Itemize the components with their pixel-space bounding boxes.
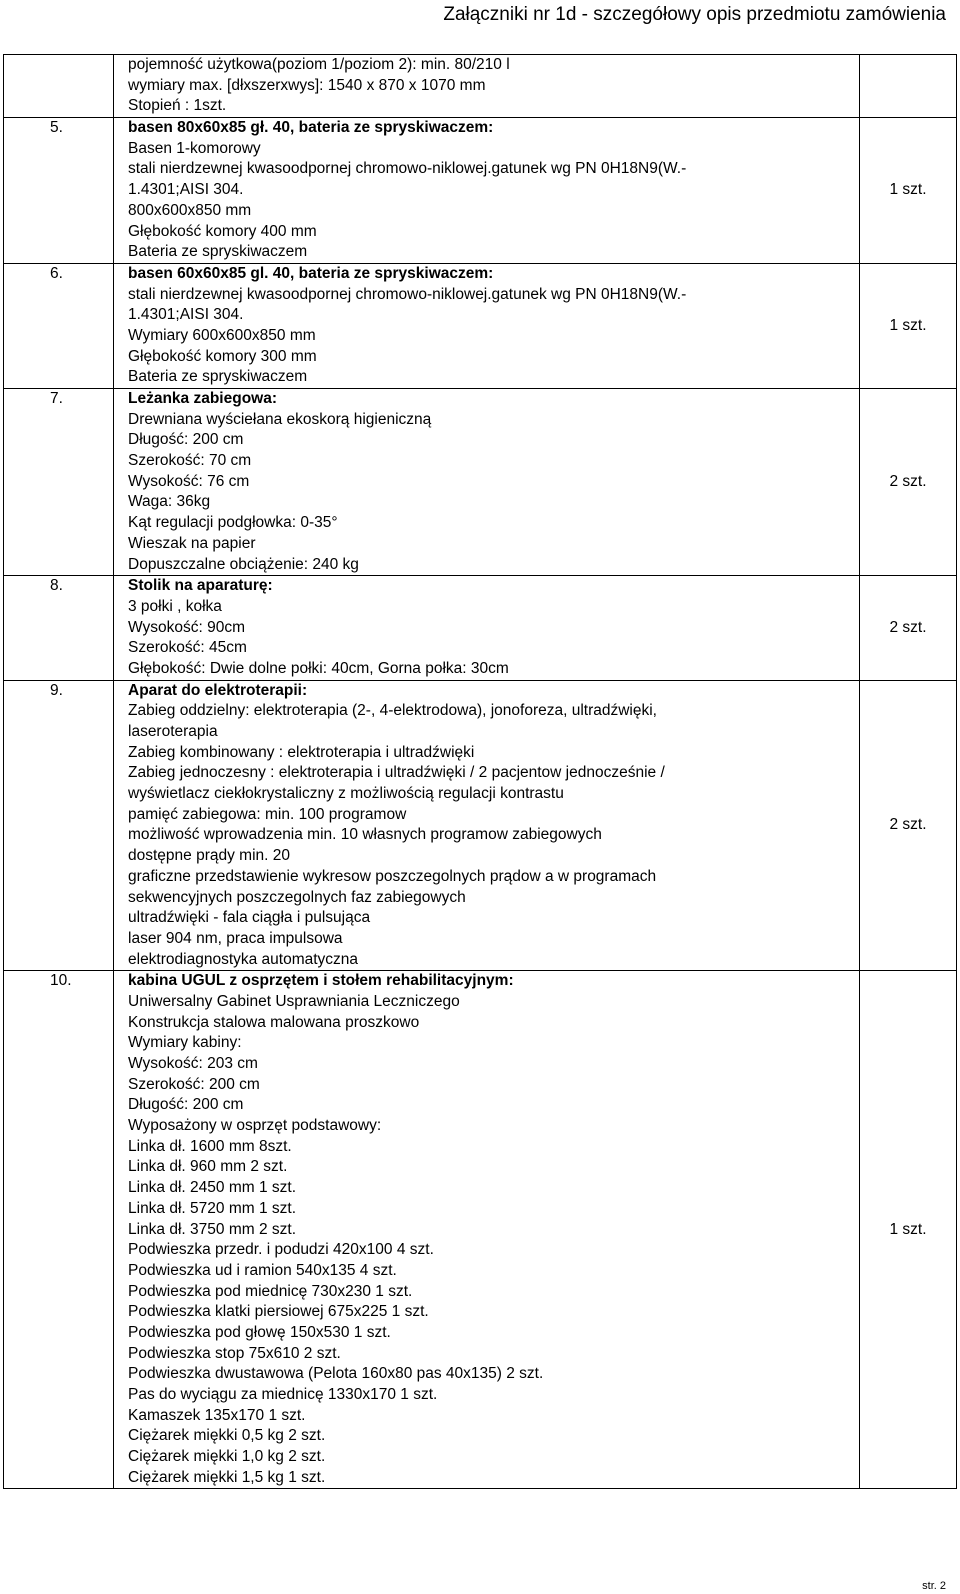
item-number: 10.: [50, 972, 72, 990]
item-description-line: wymiary max. [dłxszerxwys]: 1540 x 870 x 1070 mm: [128, 76, 486, 94]
page-header-title: Załączniki nr 1d - szczegółowy opis przedmiotu zamówienia: [443, 4, 946, 25]
item-description-cell: [114, 389, 860, 576]
item-description-line: Ciężarek miękki 1,5 kg 1 szt.: [128, 1468, 326, 1486]
item-description-line: Drewniana wyściełana ekoskorą higieniczną: [128, 410, 432, 428]
item-description-line: Szerokość: 200 cm: [128, 1075, 260, 1093]
item-description-line: Wymiary kabiny:: [128, 1034, 242, 1052]
item-description-line: wyświetlacz ciekłokrystaliczny z możliwością regulacji kontrastu: [128, 785, 564, 803]
item-title: basen 80x60x85 gł. 40, bateria ze spryskiwaczem:: [128, 119, 494, 137]
item-description-cell: [114, 971, 860, 1489]
item-description-line: Bateria ze spryskiwaczem: [128, 368, 308, 386]
item-title: Leżanka zabiegowa:: [128, 390, 278, 407]
table-row: [4, 263, 957, 388]
item-number-cell: [4, 118, 114, 264]
item-description-cell: [114, 55, 860, 118]
item-quantity: 2 szt.: [860, 576, 957, 680]
item-description-line: Linka dł. 5720 mm 1 szt.: [128, 1199, 296, 1217]
item-description-line: Linka dł. 1600 mm 8szt.: [128, 1137, 292, 1155]
item-description-line: Podwieszka dwustawowa (Pelota 160x80 pas 40x135) 2 szt.: [128, 1365, 544, 1383]
item-description-line: 1.4301;AISI 304.: [128, 181, 244, 199]
item-title: kabina UGUL z osprzętem i stołem rehabilitacyjnym:: [128, 972, 514, 990]
item-description-line: Zabieg oddzielny: elektroterapia (2-, 4-elektrodowa), jonoforeza, ultradźwięki,: [128, 702, 657, 720]
item-description-line: możliwość wprowadzenia min. 10 własnych programow zabiegowych: [128, 826, 602, 844]
item-description-line: Ciężarek miękki 0,5 kg 2 szt.: [128, 1427, 326, 1445]
item-quantity: 1 szt.: [860, 118, 957, 264]
item-description-line: Dopuszczalne obciążenie: 240 kg: [128, 555, 359, 573]
item-description-line: laseroterapia: [128, 723, 218, 740]
page-number: str. 2: [922, 1580, 946, 1592]
item-description-line: Wymiary 600x600x850 mm: [128, 326, 316, 344]
item-description-line: Zabieg kombinowany : elektroterapia i ultradźwięki: [128, 743, 475, 761]
item-description-line: Głębokość: Dwie dolne połki: 40cm, Gorna połka: 30cm: [128, 659, 509, 677]
item-description-line: Wysokość: 76 cm: [128, 472, 250, 490]
table-row: [4, 389, 957, 576]
item-quantity: 2 szt.: [860, 389, 957, 576]
item-number: 5.: [50, 119, 63, 137]
item-description-line: Głębokość komory 400 mm: [128, 222, 317, 240]
item-description-cell: [114, 680, 860, 971]
item-description-line: 3 połki , kołka: [128, 597, 222, 615]
item-number: 8.: [50, 577, 63, 595]
item-description-line: Podwieszka pod miednicę 730x230 1 szt.: [128, 1282, 413, 1300]
item-number-cell: [4, 680, 114, 971]
table-row: [4, 55, 957, 118]
item-description-cell: [114, 118, 860, 264]
item-description-line: Podwieszka klatki piersiowej 675x225 1 szt.: [128, 1303, 429, 1321]
specification-table-body: [4, 55, 957, 1489]
item-quantity: 1 szt.: [860, 263, 957, 388]
item-description-line: Długość: 200 cm: [128, 1096, 244, 1114]
specification-table: [3, 54, 957, 1489]
item-number: 7.: [50, 390, 63, 407]
item-description-line: Wysokość: 90cm: [128, 618, 245, 636]
item-description-line: Długość: 200 cm: [128, 431, 244, 449]
item-description-line: 1.4301;AISI 304.: [128, 306, 244, 324]
item-description-line: Podwieszka stop 75x610 2 szt.: [128, 1344, 341, 1362]
item-description-line: Uniwersalny Gabinet Usprawniania Leczniczego: [128, 992, 460, 1010]
item-description-line: Zabieg jednoczesny : elektroterapia i ultradźwięki / 2 pacjentow jednocześnie /: [128, 764, 665, 782]
item-description-line: Waga: 36kg: [128, 493, 211, 511]
item-description-line: dostępne prądy min. 20: [128, 847, 290, 865]
item-number: 9.: [50, 681, 63, 699]
item-number-cell: [4, 389, 114, 576]
item-description-line: Podwieszka przedr. i podudzi 420x100 4 szt.: [128, 1241, 434, 1259]
item-number-cell: [4, 971, 114, 1489]
item-number: 6.: [50, 264, 63, 282]
item-description-line: Kąt regulacji podgłowka: 0-35°: [128, 514, 338, 532]
item-description-line: Basen 1-komorowy: [128, 139, 261, 157]
item-quantity: 1 szt.: [860, 971, 957, 1489]
item-number-cell: [4, 576, 114, 680]
table-row: [4, 118, 957, 264]
item-title: Aparat do elektroterapii:: [128, 681, 308, 699]
item-description-line: Konstrukcja stalowa malowana proszkowo: [128, 1013, 420, 1031]
item-quantity: [860, 55, 957, 118]
item-description-line: Wyposażony w osprzęt podstawowy:: [128, 1117, 382, 1135]
item-description-line: Głębokość komory 300 mm: [128, 347, 317, 365]
item-description-line: Kamaszek 135x170 1 szt.: [128, 1406, 306, 1424]
item-description-line: ultradźwięki - fala ciągła i pulsująca: [128, 909, 371, 927]
item-quantity: 2 szt.: [860, 680, 957, 971]
item-description-line: Linka dł. 2450 mm 1 szt.: [128, 1179, 296, 1197]
item-description-line: elektrodiagnostyka automatyczna: [128, 950, 359, 968]
item-description-cell: [114, 263, 860, 388]
item-number-cell: [4, 55, 114, 118]
item-description-line: Ciężarek miękki 1,0 kg 2 szt.: [128, 1448, 326, 1466]
item-title: Stolik na aparaturę:: [128, 577, 273, 595]
table-row: [4, 971, 957, 1489]
table-row: [4, 680, 957, 971]
item-number-cell: [4, 263, 114, 388]
item-description-line: Linka dł. 3750 mm 2 szt.: [128, 1220, 296, 1238]
item-description-cell: [114, 576, 860, 680]
item-description-line: stali nierdzewnej kwasoodpornej chromowo-niklowej.gatunek wg PN 0H18N9(W.-: [128, 285, 687, 303]
item-description-line: Wieszak na papier: [128, 534, 256, 552]
table-row: [4, 576, 957, 680]
item-description-line: Podwieszka pod głowę 150x530 1 szt.: [128, 1323, 391, 1341]
item-title: basen 60x60x85 gl. 40, bateria ze spryskiwaczem:: [128, 264, 494, 282]
item-description-line: graficzne przedstawienie wykresow poszczegolnych prądow a w programach: [128, 867, 657, 885]
item-description-line: Linka dł. 960 mm 2 szt.: [128, 1158, 288, 1176]
item-description-line: laser 904 nm, praca impulsowa: [128, 929, 343, 947]
item-description-line: Szerokość: 70 cm: [128, 452, 252, 470]
item-description-line: 800x600x850 mm: [128, 201, 252, 219]
item-description-line: Bateria ze spryskiwaczem: [128, 243, 308, 261]
item-description-line: Wysokość: 203 cm: [128, 1055, 258, 1072]
item-description-line: Pas do wyciągu za miednicę 1330x170 1 szt.: [128, 1386, 438, 1403]
item-description-line: sekwencyjnych poszczegolnych faz zabiegowych: [128, 888, 466, 906]
item-description-line: stali nierdzewnej kwasoodpornej chromowo-niklowej.gatunek wg PN 0H18N9(W.-: [128, 160, 687, 178]
item-description-line: Podwieszka ud i ramion 540x135 4 szt.: [128, 1261, 397, 1279]
item-description-line: Szerokość: 45cm: [128, 639, 247, 657]
item-description-line: Stopień : 1szt.: [128, 97, 227, 115]
item-description-line: pamięć zabiegowa: min. 100 programow: [128, 805, 407, 823]
item-description-line: pojemność użytkowa(poziom 1/poziom 2): min. 80/210 l: [128, 56, 510, 73]
